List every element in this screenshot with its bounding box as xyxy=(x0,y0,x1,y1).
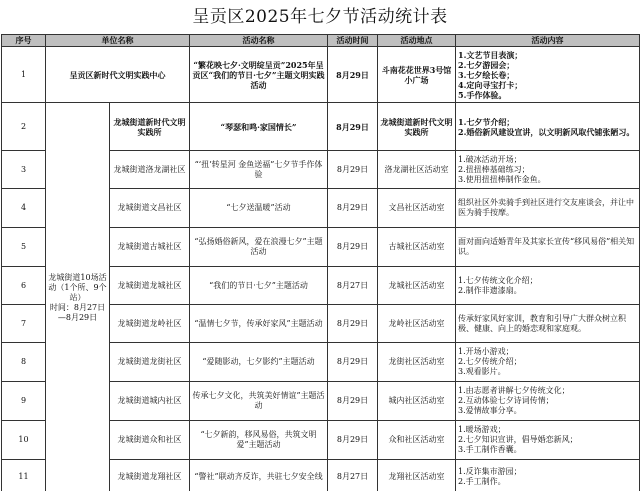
content-line: 2.手工制作。 xyxy=(458,476,506,486)
activity-place: 文昌社区活动室 xyxy=(378,189,456,228)
content-line: 3.手工制作香囊。 xyxy=(458,445,522,454)
activity-date: 8月29日 xyxy=(328,47,378,103)
row-number: 4 xyxy=(2,189,46,228)
activity-name: “我们的节日·七夕”主题活动 xyxy=(190,267,328,305)
activity-date: 8月29日 xyxy=(328,343,378,382)
unit-name: 龙城街道文昌社区 xyxy=(110,189,190,228)
row-number: 11 xyxy=(2,460,46,491)
row-number: 9 xyxy=(2,382,46,421)
unit-name: 龙城街道古城社区 xyxy=(110,228,190,267)
activity-date: 8月29日 xyxy=(328,305,378,343)
activity-place: 城内社区活动室 xyxy=(378,382,456,421)
content-line: 5.手作体验。 xyxy=(458,89,507,100)
activity-name: “爱随影动，七夕影约”主题活动 xyxy=(190,343,328,382)
activity-content xyxy=(456,382,640,421)
activity-place: 斗南花花世界3号馆小广场 xyxy=(378,47,456,103)
activity-content xyxy=(456,460,640,491)
activity-content xyxy=(456,343,640,382)
activity-place: 洛龙湖社区活动室 xyxy=(378,151,456,189)
activity-table xyxy=(1,34,640,491)
content-line: 1.开场小游戏； xyxy=(458,347,514,356)
activity-content xyxy=(456,151,640,189)
unit-name: 龙城街道龙翔社区 xyxy=(110,460,190,491)
activity-name: “温情七夕节，传承好家风”主题活动 xyxy=(190,305,328,343)
content-line: 2.婚俗新风建设宣讲，以文明新风取代铺张陋习。 xyxy=(458,126,635,137)
activity-name: “七夕送温暖”活动 xyxy=(190,189,328,228)
content-line: 1.七夕节介绍； xyxy=(458,116,515,127)
content-line: 2.七夕传统介绍； xyxy=(458,357,522,366)
activity-content xyxy=(456,421,640,460)
header-content: 活动内容 xyxy=(456,35,640,47)
activity-date: 8月27日 xyxy=(328,267,378,305)
row-number: 8 xyxy=(2,343,46,382)
activity-name: “繁花映七夕·文明绽呈贡”2025年呈贡区“我们的节日·七夕”主题文明实践活动 xyxy=(190,47,328,103)
content-line: 4.定向寻宝打卡； xyxy=(458,79,523,90)
table-row xyxy=(2,103,640,151)
content-line: 1.由志愿者讲解七夕传统文化； xyxy=(458,386,570,395)
activity-place: 龙城社区活动室 xyxy=(378,267,456,305)
activity-place: 龙翔社区活动室 xyxy=(378,460,456,491)
content-line: 1.破冰活动开场； xyxy=(458,154,522,164)
activity-name: “警社”联动齐反诈，共驻七夕安全线 xyxy=(190,460,328,491)
activity-date: 8月27日 xyxy=(328,460,378,491)
header-place: 活动地点 xyxy=(378,35,456,47)
content-line: 1.七夕传统文化介绍； xyxy=(458,275,538,285)
activity-date: 8月29日 xyxy=(328,151,378,189)
page-title: 呈贡区2025年七夕节活动统计表 xyxy=(192,7,448,27)
activity-place: 龙岭社区活动室 xyxy=(378,305,456,343)
activity-content xyxy=(456,103,640,151)
activity-place: 古城社区活动室 xyxy=(378,228,456,267)
content-line: 2.互动体验七夕诗词传情； xyxy=(458,396,554,405)
content-line: 面对面向适婚青年及其家长宣传“移风易俗”相关知识。 xyxy=(458,237,635,256)
row-number: 3 xyxy=(2,151,46,189)
header-date: 活动时间 xyxy=(328,35,378,47)
content-line: 1.文艺节目表演； xyxy=(458,49,523,60)
activity-content xyxy=(456,267,640,305)
row-number: 10 xyxy=(2,421,46,460)
activity-name: “七夕新韵，移风易俗，共筑文明爱”主题活动 xyxy=(190,421,328,460)
row-number: 1 xyxy=(2,47,46,103)
header-name: 活动名称 xyxy=(190,35,328,47)
content-line: 1.反诈集市游园； xyxy=(458,466,522,476)
activity-place: 龙城街道新时代文明实践所 xyxy=(378,103,456,151)
activity-date: 8月29日 xyxy=(328,382,378,421)
unit-name: 龙城街道洛龙湖社区 xyxy=(110,151,190,189)
table-body xyxy=(2,47,640,491)
header-row xyxy=(2,35,640,47)
activity-name: “‘扭’转星河 金鱼送福”七夕节手作体验 xyxy=(190,151,328,189)
table-row xyxy=(2,47,640,103)
unit-name: 龙城街道龙城社区 xyxy=(110,267,190,305)
unit-name: 龙城街道龙街社区 xyxy=(110,343,190,382)
row-number: 2 xyxy=(2,103,46,151)
unit-name: 呈贡区新时代文明实践中心 xyxy=(46,47,190,103)
activity-place: 龙街社区活动室 xyxy=(378,343,456,382)
activity-name: “琴瑟和鸣·家国情长” xyxy=(190,103,328,151)
row-number: 7 xyxy=(2,305,46,343)
row-number: 6 xyxy=(2,267,46,305)
group-unit: 龙城街道10场活动（1个所、9个站） 时间：8月27日—8月29日 xyxy=(46,103,110,491)
content-line: 2.七夕知识宣讲，倡导婚恋新风； xyxy=(458,435,578,444)
content-line: 3.七夕绘长卷； xyxy=(458,69,515,80)
activity-date: 8月29日 xyxy=(328,103,378,151)
activity-date: 8月29日 xyxy=(328,189,378,228)
activity-content xyxy=(456,305,640,343)
header-unit: 单位名称 xyxy=(46,35,190,47)
activity-content xyxy=(456,47,640,103)
activity-content xyxy=(456,189,640,228)
header-no: 序号 xyxy=(2,35,46,47)
content-line: 2.制作非遗漆扇。 xyxy=(458,285,522,295)
activity-name: 传承七夕文化，共筑美好情谊”主题活动 xyxy=(190,382,328,421)
content-line: 1.暖场游戏； xyxy=(458,425,506,434)
unit-name: 龙城街道城内社区 xyxy=(110,382,190,421)
activity-place: 众和社区活动室 xyxy=(378,421,456,460)
content-line: 2.七夕游园会； xyxy=(458,59,515,70)
activity-content xyxy=(456,228,640,267)
activity-name: “弘扬婚俗新风，爱在浪漫七夕”主题活动 xyxy=(190,228,328,267)
activity-date: 8月29日 xyxy=(328,228,378,267)
content-line: 3.使用扭扭棒制作金鱼。 xyxy=(458,174,546,184)
activity-date: 8月29日 xyxy=(328,421,378,460)
content-line: 2.扭扭棒基础练习； xyxy=(458,164,530,174)
unit-name: 龙城街道龙岭社区 xyxy=(110,305,190,343)
content-line: 组织社区外卖骑手到社区进行交友座谈会，并让中医为骑手按摩。 xyxy=(458,198,634,217)
unit-name: 龙城街道新时代文明实践所 xyxy=(110,103,190,151)
content-line: 传承好家风好家训，教育和引导广大群众树立积极、健康、向上的婚恋观和家庭观。 xyxy=(458,313,626,333)
unit-name: 龙城街道众和社区 xyxy=(110,421,190,460)
row-number: 5 xyxy=(2,228,46,267)
content-line: 3.观看影片。 xyxy=(458,367,506,376)
content-line: 3.爱情故事分享。 xyxy=(458,406,522,415)
